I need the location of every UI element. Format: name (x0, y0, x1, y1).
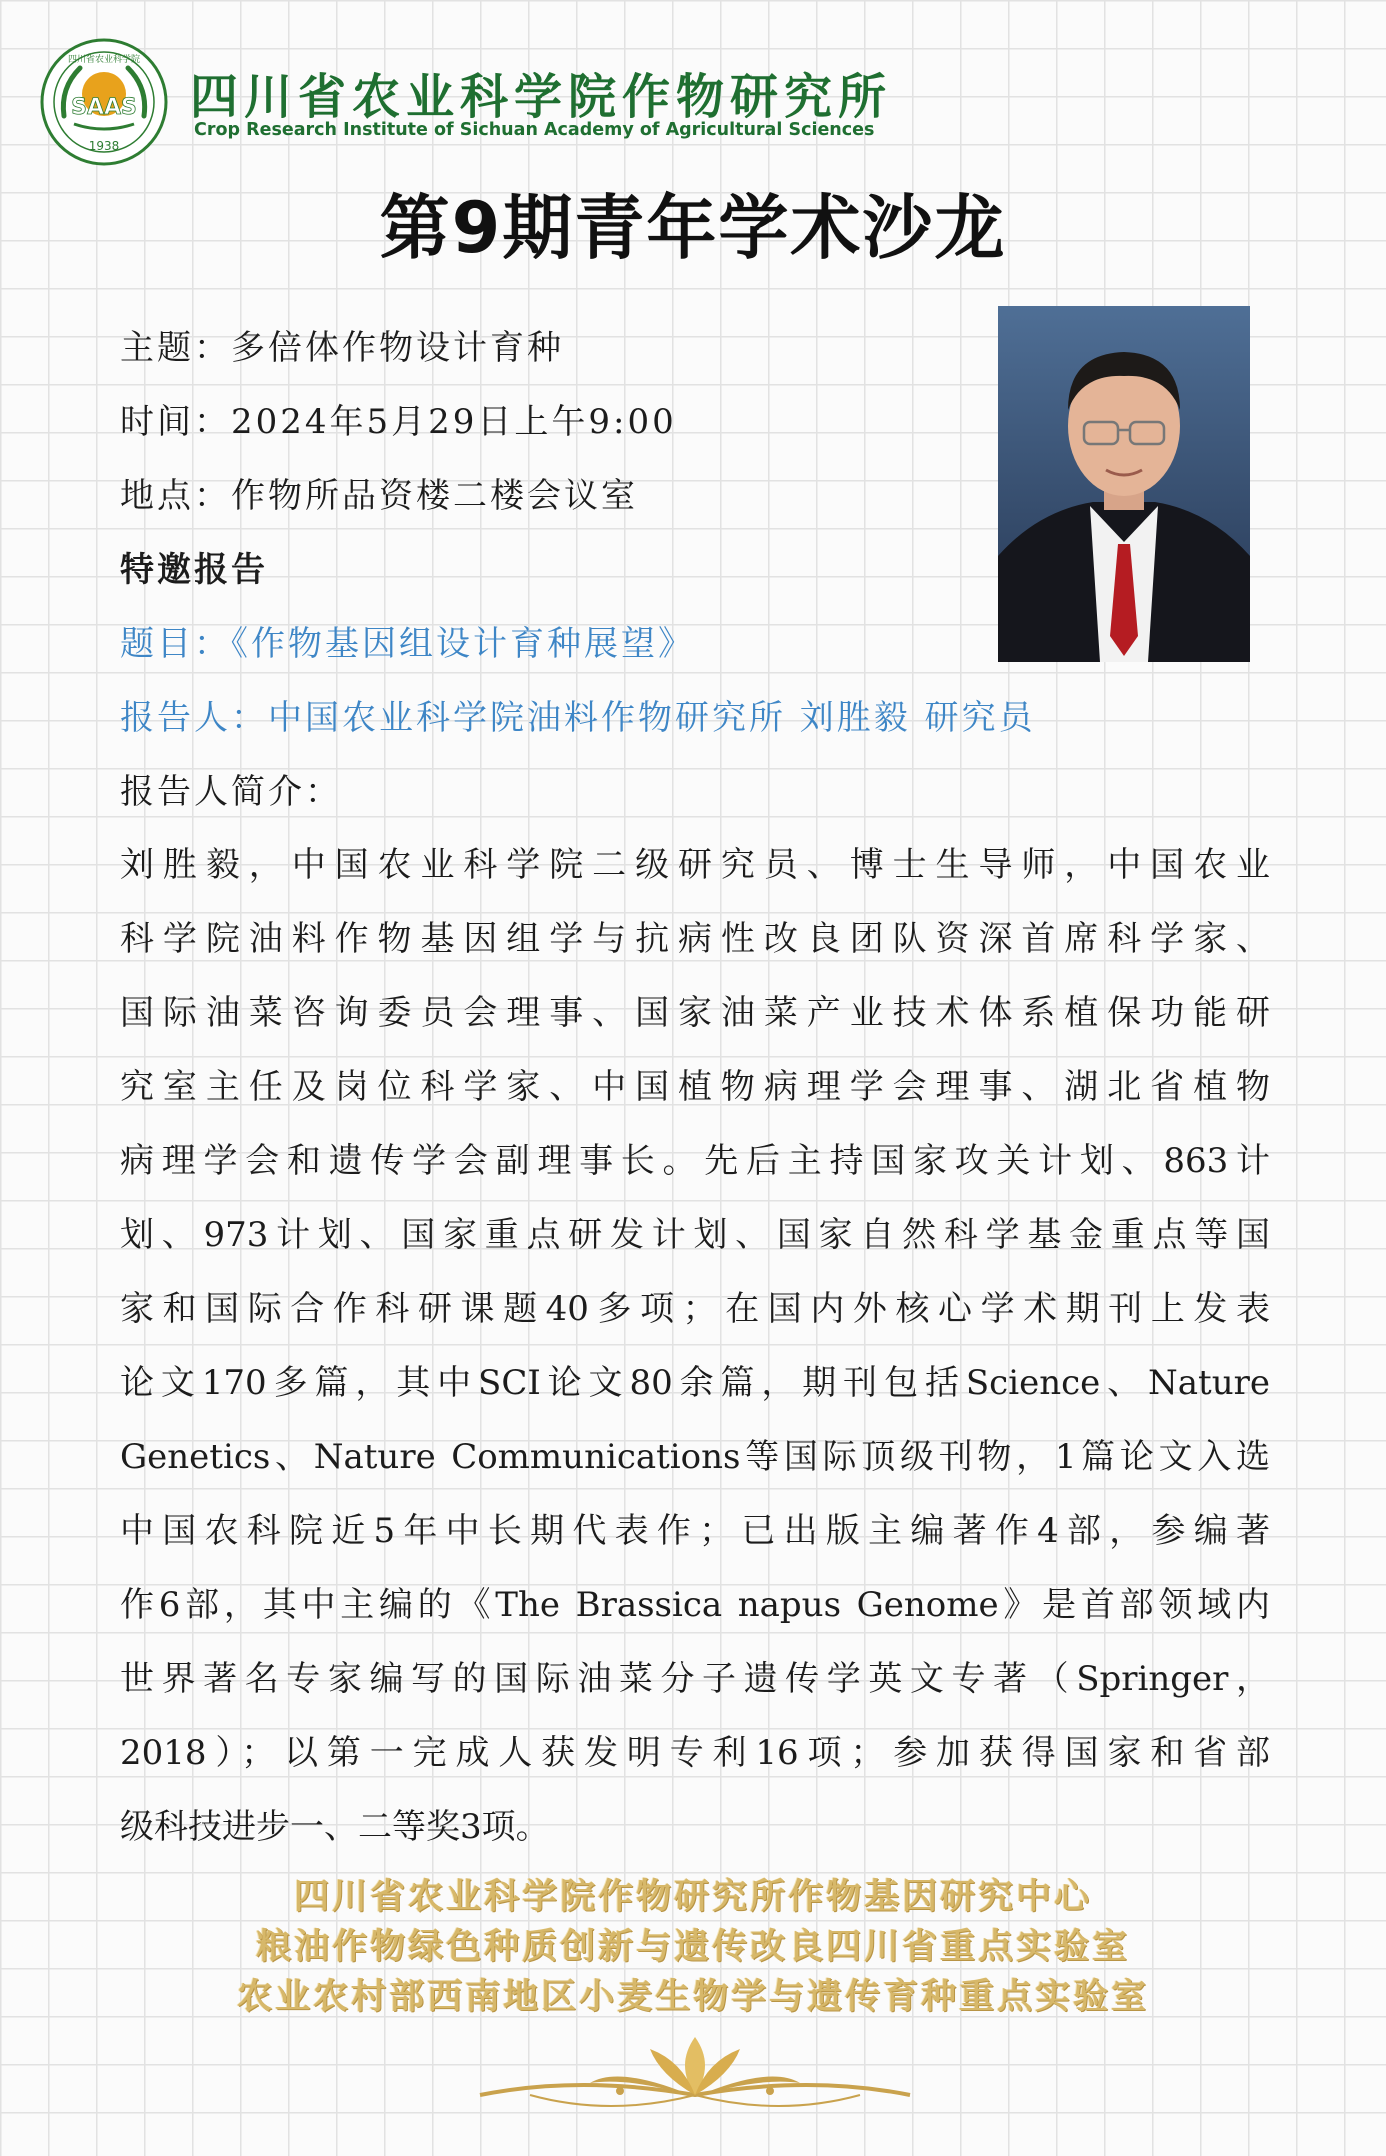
institute-name-cn: 四川省农业科学院作物研究所 (190, 69, 893, 125)
institute-logo (40, 38, 168, 166)
bio-line: 国际油菜咨询委员会理事、国家油菜产业技术体系植保功能研 (120, 993, 1270, 1033)
bio-line: 世界著名专家编写的国际油菜分子遗传学英文专著（Springer， (120, 1659, 1270, 1699)
bio-line: 刘胜毅，中国农业科学院二级研究员、博士生导师，中国农业 (120, 845, 1270, 885)
bio-line: 中国农科院近5年中长期代表作；已出版主编著作4部，参编著 (120, 1511, 1270, 1551)
special-report-heading: 特邀报告 (120, 550, 268, 590)
bio-line: 论文170多篇，其中SCI论文80余篇，期刊包括Science、Nature (120, 1363, 1270, 1403)
bio-line: 科学院油料作物基因组学与抗病性改良团队资深首席科学家、 (120, 919, 1270, 959)
report-title: 题目：《作物基因组设计育种展望》 (120, 624, 695, 664)
bio-line: 病理学会和遗传学会副理事长。先后主持国家攻关计划、863计 (120, 1141, 1270, 1181)
header (40, 38, 1340, 168)
decorative-flourish (470, 2025, 920, 2125)
bio-line: 家和国际合作科研课题40多项；在国内外核心学术期刊上发表 (120, 1289, 1270, 1329)
institute-name-en: Crop Research Institute of Sichuan Academy of Agricultural Sciences (194, 120, 875, 140)
bio-line: 究室主任及岗位科学家、中国植物病理学会理事、湖北省植物 (120, 1067, 1270, 1107)
logo-year: 1938 (88, 139, 120, 153)
page-title: 第9期青年学术沙龙 (379, 187, 1007, 269)
logo-ring-text: 四川省农业科学院 (67, 55, 141, 65)
topic-line: 主题：多倍体作物设计育种 (120, 328, 564, 368)
bio-line: 2018）；以第一完成人获发明专利16项；参加获得国家和省部 (120, 1733, 1270, 1773)
bio-line: 级科技进步一、二等奖3项。 (120, 1807, 550, 1847)
bio-heading: 报告人简介： (120, 772, 342, 812)
venue-line: 地点：作物所品资楼二楼会议室 (120, 476, 638, 516)
speaker-bio (120, 828, 1270, 1864)
event-details (120, 312, 1290, 830)
time-line: 时间：2024年5月29日上午9:00 (120, 402, 677, 442)
organizer-footer (0, 1872, 1386, 2022)
logo-abbrev: SAAS (71, 95, 137, 120)
bio-line: 划、973计划、国家重点研发计划、国家自然科学基金重点等国 (120, 1215, 1270, 1255)
bio-line: Genetics、Nature Communications等国际顶级刊物，1篇论文入选 (120, 1437, 1270, 1477)
reporter-line: 报告人：中国农业科学院油料作物研究所 刘胜毅 研究员 (120, 698, 1036, 738)
organizer-line: 粮油作物绿色种质创新与遗传改良四川省重点实验室 (255, 1927, 1130, 1967)
organizer-line: 农业农村部西南地区小麦生物学与遗传育种重点实验室 (236, 1977, 1149, 2017)
bio-line: 作6部，其中主编的《The Brassica napus Genome》是首部领域内 (120, 1585, 1270, 1625)
organizer-line: 四川省农业科学院作物研究所作物基因研究中心 (293, 1877, 1092, 1917)
